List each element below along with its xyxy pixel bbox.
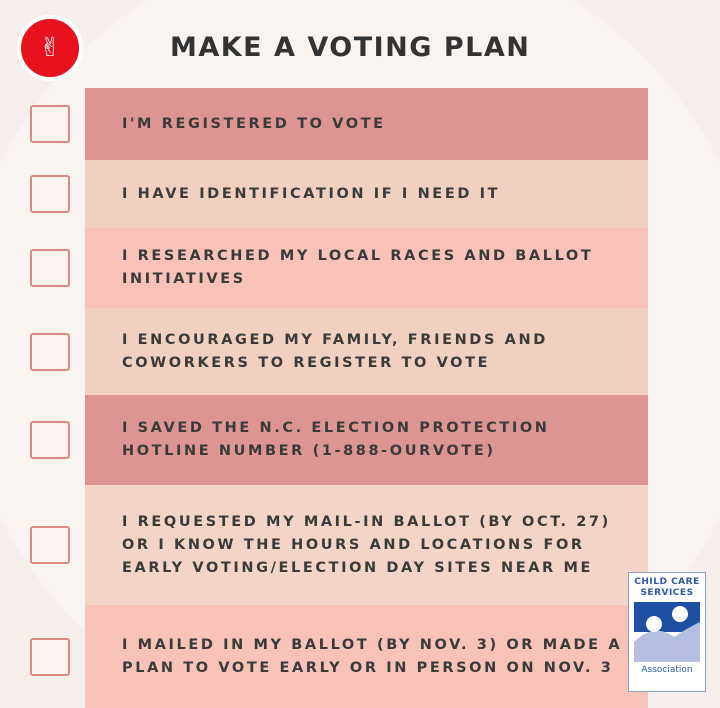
checklist-item-label: I'M REGISTERED TO VOTE xyxy=(122,115,386,132)
logo-line2: SERVICES xyxy=(640,588,694,598)
checkbox[interactable] xyxy=(30,333,70,371)
checklist-item xyxy=(85,395,648,485)
checkbox[interactable] xyxy=(30,175,70,213)
checklist-item-label: I REQUESTED MY MAIL-IN BALLOT (BY OCT. 27) OR I KNOW THE HOURS AND LOCATIONS FOR EARLY VOTING/ELECTION DAY SITES NEAR ME xyxy=(122,513,611,576)
checklist-item-label: I SAVED THE N.C. ELECTION PROTECTION HOTLINE NUMBER (1-888-OURVOTE) xyxy=(122,420,550,459)
checklist-item-label: I ENCOURAGED MY FAMILY, FRIENDS AND COWORKERS TO REGISTER TO VOTE xyxy=(122,331,548,371)
logo-figures-icon xyxy=(634,602,700,662)
checkbox[interactable] xyxy=(30,249,70,287)
checklist-item xyxy=(85,228,648,308)
checklist-item xyxy=(85,485,648,605)
checklist-item-label: I MAILED IN MY BALLOT (BY NOV. 3) OR MADE A PLAN TO VOTE EARLY OR IN PERSON ON NOV. 3 xyxy=(122,636,623,676)
checklist-item-label: I HAVE IDENTIFICATION IF I NEED IT xyxy=(122,185,501,202)
checklist-item xyxy=(85,605,648,708)
child-care-services-logo xyxy=(628,572,706,692)
checkbox[interactable] xyxy=(30,421,70,459)
checkbox[interactable] xyxy=(30,105,70,143)
logo-line3: Association xyxy=(641,665,693,675)
crossed-fingers-icon: ✌ xyxy=(17,15,83,81)
checkbox[interactable] xyxy=(30,638,70,676)
page-title: MAKE A VOTING PLAN xyxy=(170,32,531,63)
checklist-item xyxy=(85,160,648,228)
logo-line1: CHILD CARE xyxy=(634,577,700,587)
checklist-item-label: I RESEARCHED MY LOCAL RACES AND BALLOT INITIATIVES xyxy=(122,248,594,287)
checkbox[interactable] xyxy=(30,526,70,564)
checklist-item xyxy=(85,308,648,395)
checklist-item xyxy=(85,88,648,160)
